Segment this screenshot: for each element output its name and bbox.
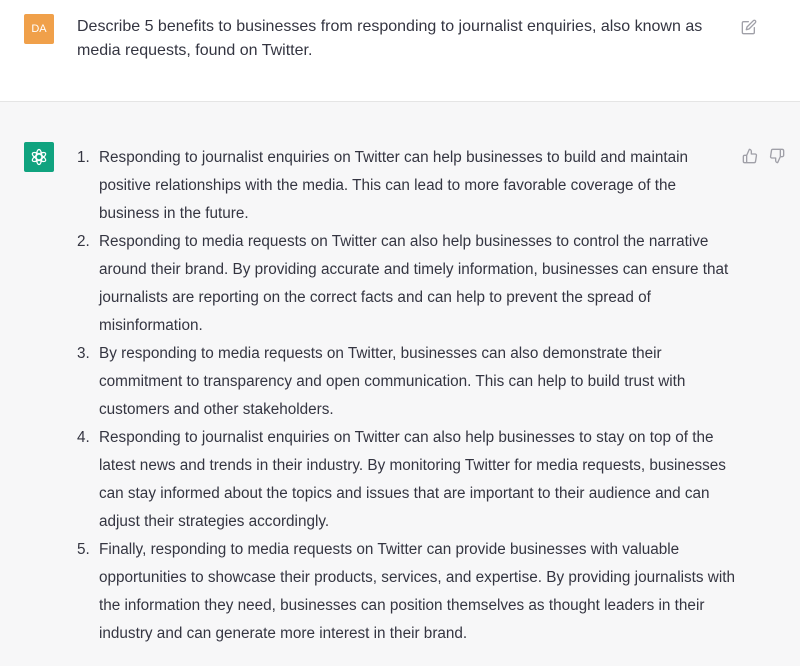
user-avatar: DA — [24, 14, 54, 44]
list-item-text: Finally, responding to media requests on Twitter can provide businesses with valuable opportunities to showcase their products, services, and expertise. By providing journalists with the information they need, businesses can position themselves as thought leaders in their industry and can generate more interest in their brand. — [99, 541, 735, 642]
assistant-answer-list — [77, 144, 737, 648]
thumbs-up-button[interactable] — [740, 146, 760, 166]
user-message-text: Describe 5 benefits to businesses from responding to journalist enquiries, also known as media requests, found on Twitter. — [77, 18, 703, 59]
list-item — [77, 228, 737, 340]
list-item-text: By responding to media requests on Twitter, businesses can also demonstrate their commitment to transparency and open communication. This can help to build trust with customers and other stakeholders. — [99, 345, 686, 418]
list-item-number: 5. — [77, 541, 90, 558]
edit-message-button[interactable] — [739, 17, 759, 37]
thumbs-up-icon — [742, 148, 758, 164]
edit-icon — [741, 19, 757, 35]
list-item-text: Responding to journalist enquiries on Twitter can help businesses to build and maintain positive relationships with the media. This can lead to more favorable coverage of the business in the future. — [99, 149, 689, 222]
list-item — [77, 144, 737, 228]
list-item — [77, 536, 737, 648]
list-item — [77, 340, 737, 424]
thumbs-down-icon — [769, 148, 785, 164]
assistant-avatar — [24, 142, 54, 172]
openai-logo-icon — [29, 147, 49, 167]
list-item-text: Responding to journalist enquiries on Twitter can also help businesses to stay on top of the latest news and trends in their industry. By monitoring Twitter for media requests, businesses can stay informed about the topics and issues that are important to their audience and can adjust their strategies accordingly. — [99, 429, 726, 530]
list-item — [77, 424, 737, 536]
assistant-message-row — [0, 102, 800, 666]
list-item-number: 1. — [77, 149, 90, 166]
list-item-number: 3. — [77, 345, 90, 362]
thumbs-down-button[interactable] — [767, 146, 787, 166]
list-item-number: 2. — [77, 233, 90, 250]
user-message-row — [0, 0, 800, 102]
list-item-number: 4. — [77, 429, 90, 446]
list-item-text: Responding to media requests on Twitter can also help businesses to control the narrative around their brand. By providing accurate and timely information, businesses can ensure that journalists are reporting on the correct facts and can help to prevent the spread of misinformation. — [99, 233, 729, 334]
